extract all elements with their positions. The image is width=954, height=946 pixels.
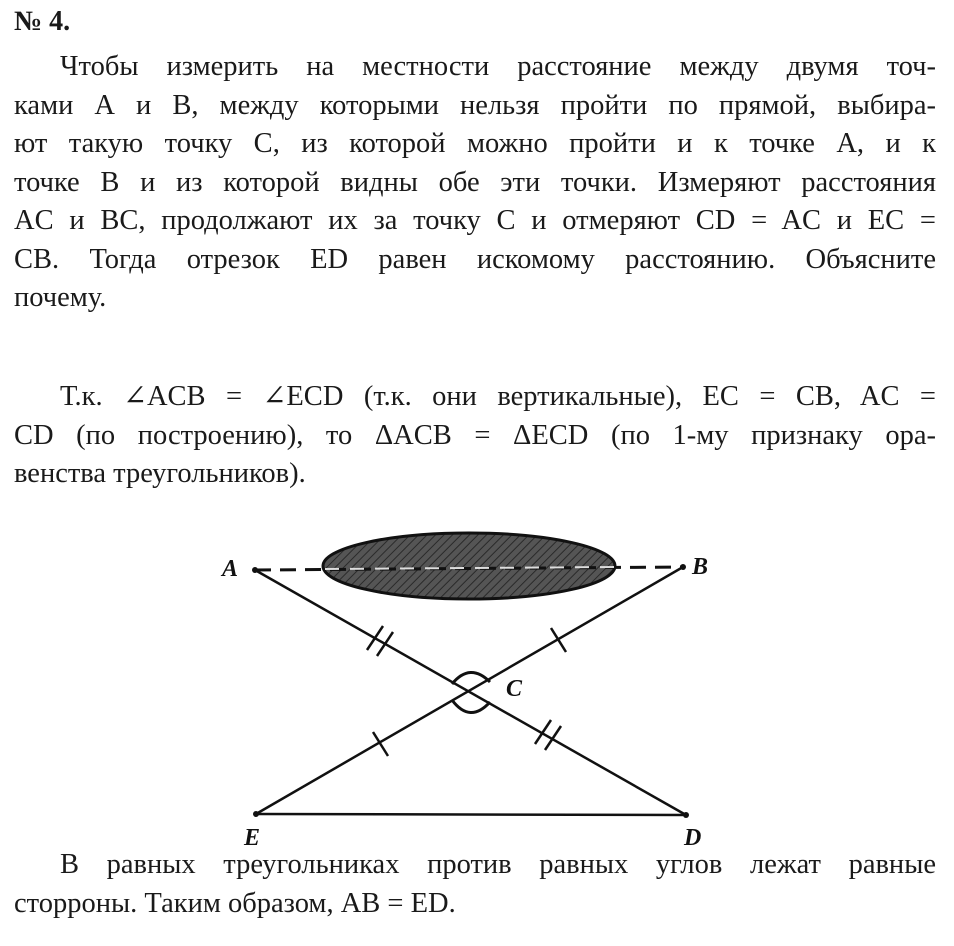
task-line: почему.: [14, 282, 107, 313]
solution-line: Т.к. ∠ACB = ∠ECD (т.к. они вертикальные), EC = CB, AC =: [60, 381, 936, 412]
task-line: ками А и В, между которыми нельзя пройти по прямой, выбира-: [14, 89, 936, 121]
obstacle-ellipse: [323, 533, 615, 599]
task-line: AC и BC, продолжают их за точку C и отмеряют CD = AC и EC =: [14, 205, 936, 236]
solution-text: [14, 378, 936, 494]
label-a: A: [222, 556, 239, 582]
task-line: точке B и из которой видны обе эти точки. Измеряют расстояния: [14, 166, 936, 198]
segment-ab-dashed: [255, 567, 683, 570]
task-statement: [14, 48, 936, 318]
task-line: CB. Тогда отрезок ED равен искомому расстоянию. Объясните: [14, 243, 936, 275]
point-a: [252, 567, 258, 573]
segment-ed: [256, 814, 686, 815]
task-line: Чтобы измерить на местности расстояние между двумя точ-: [60, 51, 936, 82]
tick-bc: [551, 628, 566, 652]
tick-cd-1: [535, 720, 551, 744]
label-e: E: [244, 825, 261, 850]
geometry-figure: [0, 520, 954, 850]
figure-svg: [0, 520, 954, 850]
tick-ac-1: [367, 626, 383, 650]
task-line: ют такую точку C, из которой можно пройти и к точке A, и к: [14, 128, 936, 159]
label-c: C: [506, 676, 523, 702]
conclusion-line: В равных треугольниках против равных углов лежат равные: [60, 849, 936, 880]
point-d: [683, 812, 689, 818]
solution-line: CD (по построению), то ΔACB = ΔECD (по 1-му признаку ора-: [14, 419, 936, 451]
point-b: [680, 564, 686, 570]
angle-arc-ecd: [452, 700, 490, 713]
solution-line: венства треугольников).: [14, 458, 306, 489]
problem-number: № 4.: [14, 6, 71, 37]
label-b: B: [692, 554, 709, 580]
tick-cd-2: [545, 726, 561, 750]
conclusion-line: сторроны. Таким образом, AB = ED.: [14, 887, 456, 919]
tick-ac-2: [377, 632, 393, 656]
conclusion-text: [14, 846, 936, 923]
point-e: [253, 811, 259, 817]
label-d: D: [684, 825, 702, 850]
